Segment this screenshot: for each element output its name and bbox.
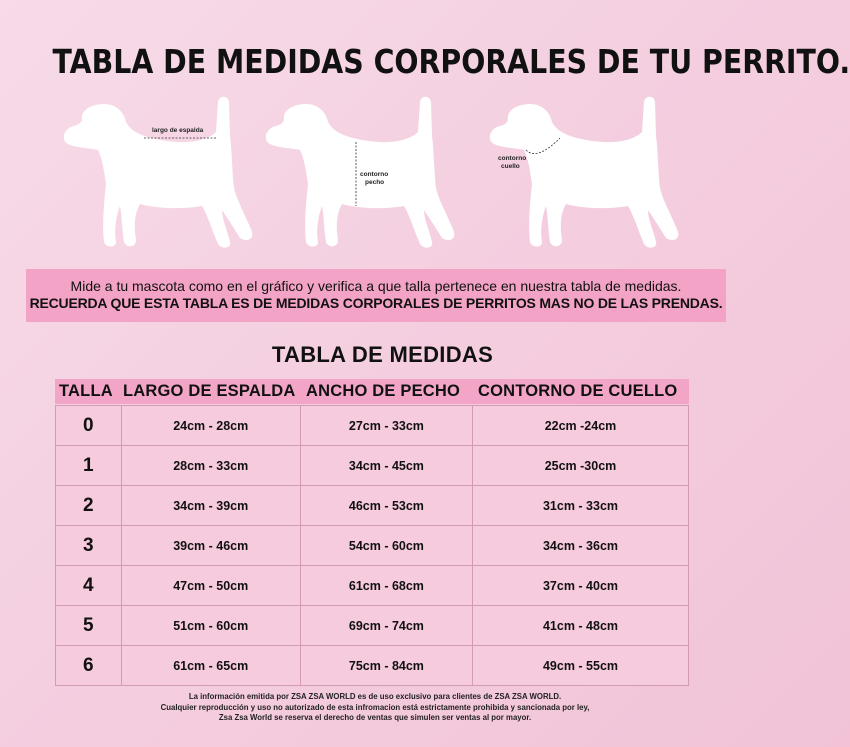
cell-pecho: 54cm - 60cm <box>300 526 472 566</box>
cell-pecho: 61cm - 68cm <box>300 566 472 606</box>
cell-cuello: 34cm - 36cm <box>473 526 689 566</box>
dog-diagram-chest <box>264 92 464 257</box>
cell-cuello: 25cm -30cm <box>473 446 689 486</box>
cell-espalda: 34cm - 39cm <box>121 486 300 526</box>
table-title: TABLA DE MEDIDAS <box>271 342 494 367</box>
cell-cuello: 22cm -24cm <box>473 406 689 446</box>
dog-diagram-neck <box>488 92 688 257</box>
banner-line-1: Mide a tu mascota como en el gráfico y verifica a que talla pertenece en nuestra tabla de medidas. <box>70 278 682 294</box>
cell-espalda: 47cm - 50cm <box>121 566 300 606</box>
cell-cuello: 31cm - 33cm <box>473 486 689 526</box>
cell-talla: 5 <box>56 606 122 646</box>
cell-pecho: 46cm - 53cm <box>300 486 472 526</box>
cell-pecho: 75cm - 84cm <box>300 646 472 686</box>
label-chest-2: pecho <box>365 179 385 186</box>
label-chest-1: contorno <box>360 171 389 178</box>
table-row <box>56 486 689 526</box>
header-contorno-cuello: CONTORNO DE CUELLO <box>478 382 678 400</box>
dog-diagram-back <box>62 92 262 257</box>
cell-talla: 3 <box>56 526 122 566</box>
header-ancho-pecho: ANCHO DE PECHO <box>306 382 461 400</box>
table-row <box>56 566 689 606</box>
cell-talla: 2 <box>56 486 122 526</box>
cell-pecho: 27cm - 33cm <box>300 406 472 446</box>
header-largo-espalda: LARGO DE ESPALDA <box>123 382 296 400</box>
table-row <box>56 526 689 566</box>
footer-line-2: Cualquier reproducción y uso no autorizado de esta infromacion está estrictamente prohibida y sancionada por ley, <box>160 702 590 712</box>
footer-disclaimer <box>0 692 750 724</box>
label-neck-1: contorno <box>498 155 527 162</box>
cell-talla: 0 <box>56 406 122 446</box>
footer-line-3: Zsa Zsa World se reserva el derecho de ventas que simulen ser ventas al por mayor. <box>218 713 532 722</box>
label-back: largo de espalda <box>152 127 204 134</box>
cell-espalda: 28cm - 33cm <box>121 446 300 486</box>
page-title: TABLA DE MEDIDAS CORPORALES DE TU PERRITO. <box>52 42 850 81</box>
cell-talla: 4 <box>56 566 122 606</box>
table-row <box>56 606 689 646</box>
cell-pecho: 69cm - 74cm <box>300 606 472 646</box>
cell-cuello: 41cm - 48cm <box>473 606 689 646</box>
cell-talla: 1 <box>56 446 122 486</box>
header-talla: TALLA <box>59 382 113 400</box>
banner-line-2: RECUERDA QUE ESTA TABLA ES DE MEDIDAS CORPORALES DE PERRITOS MAS NO DE LAS PRENDAS. <box>29 295 723 311</box>
cell-pecho: 34cm - 45cm <box>300 446 472 486</box>
table-row <box>56 446 689 486</box>
cell-cuello: 49cm - 55cm <box>473 646 689 686</box>
label-neck-2: cuello <box>501 163 520 170</box>
cell-espalda: 39cm - 46cm <box>121 526 300 566</box>
cell-espalda: 24cm - 28cm <box>121 406 300 446</box>
cell-espalda: 61cm - 65cm <box>121 646 300 686</box>
cell-espalda: 51cm - 60cm <box>121 606 300 646</box>
cell-cuello: 37cm - 40cm <box>473 566 689 606</box>
footer-line-1: La información emitida por ZSA ZSA WORLD es de uso exclusivo para clientes de ZSA ZSA WORLD. <box>188 692 562 701</box>
size-table <box>55 405 689 686</box>
table-row <box>56 406 689 446</box>
cell-talla: 6 <box>56 646 122 686</box>
instruction-banner <box>26 269 726 322</box>
table-row <box>56 646 689 686</box>
